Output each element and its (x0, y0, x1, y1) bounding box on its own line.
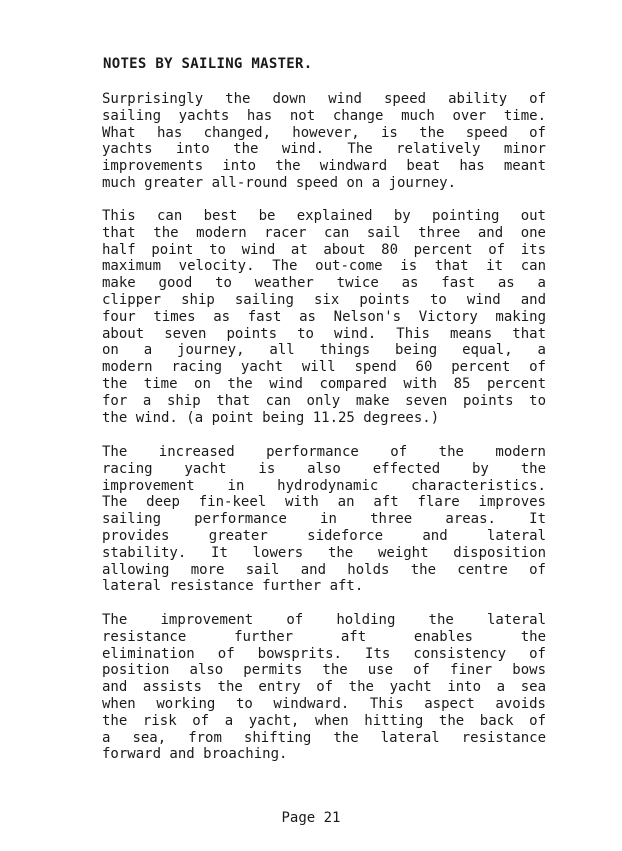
paragraph-line: and assists the entry of the yacht into a sea (102, 679, 546, 696)
paragraph-line: make good to weather twice as fast as a (102, 275, 546, 292)
paragraph-line: maximum velocity. The out-come is that it can (102, 258, 546, 275)
paragraph-line: clipper ship sailing six points to wind and (102, 291, 546, 308)
paragraph-line: The deep fin-keel with an aft flare improves (102, 494, 546, 511)
paragraph-line: sailing yachts has not change much over time. (102, 107, 546, 124)
paragraph-2 (102, 208, 546, 426)
paragraph-line: allowing more sail and holds the centre of (102, 561, 546, 578)
paragraph-line: lateral resistance further aft. (102, 578, 364, 595)
paragraph-line: The improvement of holding the lateral (102, 612, 546, 628)
paragraph-line: racing yacht is also effected by the (102, 460, 546, 477)
paragraph-line: when working to windward. This aspect avoids (102, 695, 546, 712)
paragraph-line: elimination of bowsprits. Its consistency of (102, 645, 546, 662)
paragraph-3 (102, 444, 546, 595)
paragraph-line: the risk of a yacht, when hitting the back of (102, 712, 546, 729)
paragraph-line: modern racing yacht will spend 60 percent of (102, 359, 546, 376)
paragraph-line: sailing performance in three areas. It (102, 511, 546, 528)
paragraph-line: What has changed, however, is the speed of (102, 124, 546, 141)
paragraph-line: that the modern racer can sail three and one (102, 224, 546, 241)
page-title: NOTES BY SAILING MASTER. (103, 56, 313, 72)
paragraph-line: resistance further aft enables the (102, 628, 546, 645)
paragraph-line: position also permits the use of finer bows (102, 662, 546, 679)
paragraph-line: provides greater sideforce and lateral (102, 527, 546, 544)
paragraph-line: forward and broaching. (102, 746, 288, 763)
paragraph-line: about seven points to wind. This means that (102, 325, 546, 342)
paragraph-line: the wind. (a point being 11.25 degrees.) (102, 409, 440, 426)
paragraph-line: much greater all-round speed on a journey. (102, 174, 457, 191)
paragraph-line: Surprisingly the down wind speed ability of (102, 91, 546, 107)
paragraph-line: a sea, from shifting the lateral resistance (102, 729, 546, 746)
paragraph-line: half point to wind at about 80 percent of its (102, 241, 546, 258)
page-number: Page 21 (281, 810, 341, 826)
paragraph-4 (102, 612, 546, 763)
paragraph-line: four times as fast as Nelson's Victory making (102, 308, 546, 325)
paragraph-line: This can best be explained by pointing out (102, 208, 546, 224)
paragraph-line: the time on the wind compared with 85 percent (102, 375, 546, 392)
paragraph-line: on a journey, all things being equal, a (102, 342, 546, 359)
paragraph-line: The increased performance of the modern (102, 444, 546, 460)
paragraph-line: yachts into the wind. The relatively minor (102, 141, 546, 158)
paragraph-line: stability. It lowers the weight disposition (102, 544, 546, 561)
paragraph-line: improvement in hydrodynamic characteristics. (102, 477, 546, 494)
paragraph-1 (102, 91, 546, 192)
paragraph-line: improvements into the windward beat has meant (102, 158, 546, 175)
paragraph-line: for a ship that can only make seven points to (102, 392, 546, 409)
